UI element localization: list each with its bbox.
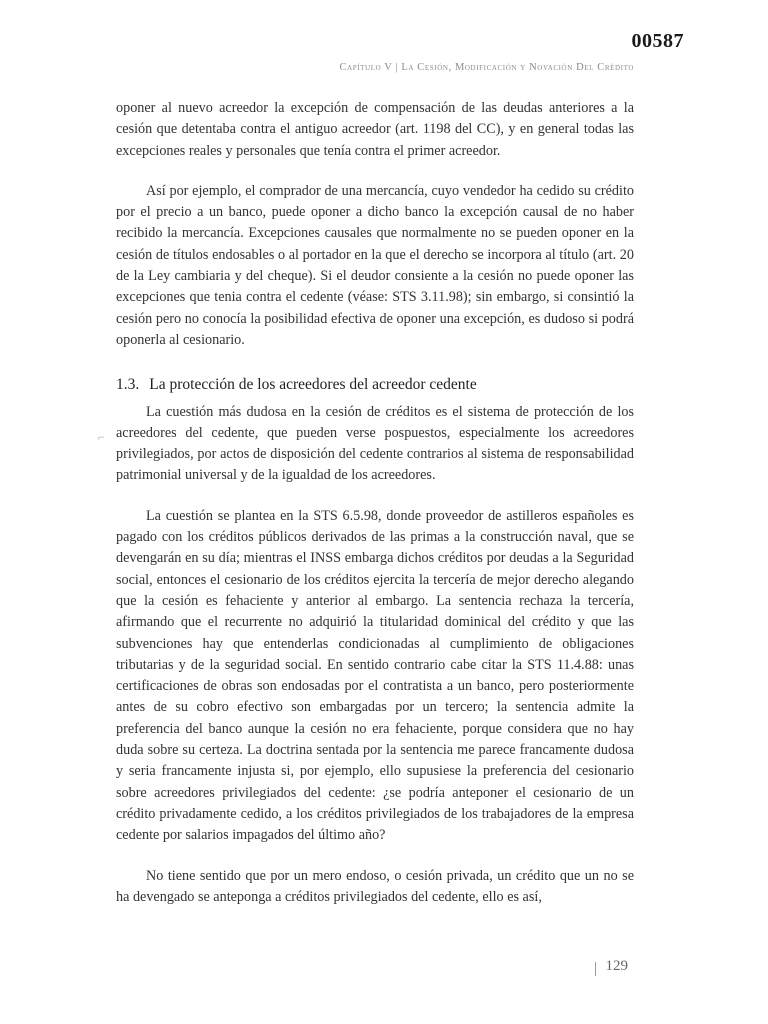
paragraph-example: Así por ejemplo, el comprador de una mercancía, cuyo vendedor ha cedido su crédito por el precio a un banco, puede oponer a dicho banco la excepción causal de no haber recibido la mercancía. Excepciones causales que normalmente no se pueden oponer en la cesión de títulos endosables o al portador en la que el derecho se incorpora al título (art. 20 de la Ley cambiaria y del cheque). Si el deudor consiente a la cesión no puede oponer las excepciones que tenia contra el cedente (véase: STS 3.11.98); sin embargo, si consintió la cesión pero no conocía la posibilidad efectiva de oponer una excepción, es dudoso si podrá oponerla al cesionario.	[116, 182, 634, 348]
section-title: La protección de los acreedores del acreedor cedente	[149, 376, 477, 394]
running-header: Capítulo V | La Cesión, Modificación y Novación Del Crédito	[339, 62, 634, 73]
main-text	[116, 98, 634, 908]
paragraph-protection: La cuestión más dudosa en la cesión de créditos es el sistema de protección de los acreedores del cedente, que pueden verse pospuestos, especialmente los acreedores privilegiados, por actos de disposición del cedente contrarios al sistema de responsabilidad patrimonial universal y de la igualdad de los acreedores.	[116, 403, 634, 484]
folio-divider	[595, 962, 596, 976]
section-number: 1.3.	[116, 376, 140, 394]
paragraph-case-law: La cuestión se plantea en la STS 6.5.98, donde proveedor de astilleros españoles es pagado con los créditos públicos derivados de las primas a la construcción naval, que se devengarán en su día; mientras el INSS embarga dichos créditos por deudas a la Seguridad social, entonces el cesionario de los créditos ejercita la tercería de mejor derecho alegando que la cesión es fehaciente y anterior al embargo. La sentencia rechaza la tercería, afirmando que el recurrente no adquirió la titularidad dominical del crédito y que las subvenciones hay que entenderlas condicionadas al cumplimiento de obligaciones tributarias y de la seguridad social. En sentido contrario cabe citar la STS 11.4.88: unas certificaciones de obras son endosadas por el contratista a un banco, pero posteriormente antes de su cobro efectivo son embargadas por un tercero; la sentencia admite la preferencia del banco aunque la cesión no era fehaciente, porque considera que no hay duda sobre su certeza. La doctrina sentada por la sentencia me parece francamente dudosa y seria francamente injusta si, por ejemplo, ello supusiese la preferencia del cesionario sobre acreedores privilegiados del cedente: ¿se podría anteponer el cesionario de un crédito privadamente cedido, a los créditos privilegiados de los trabajadores de la empresa cedente por salarios impagados del último año?	[116, 507, 634, 844]
document-number: 00587	[631, 30, 684, 52]
paragraph-continuation: oponer al nuevo acreedor la excepción de compensación de las deudas anteriores a la cesión que detentaba contra el antiguo acreedor (art. 1198 del CC), y en general todas las excepciones reales y personales que tenía contra el primer acreedor.	[116, 100, 634, 159]
paragraph-closing: No tiene sentido que por un mero endoso, o cesión privada, un crédito que un no se ha devengado se anteponga a créditos privilegiados del cedente, ello es así,	[116, 867, 634, 905]
margin-mark: ⌐	[98, 430, 105, 444]
page-number: 129	[605, 958, 628, 974]
section-heading	[116, 374, 634, 395]
